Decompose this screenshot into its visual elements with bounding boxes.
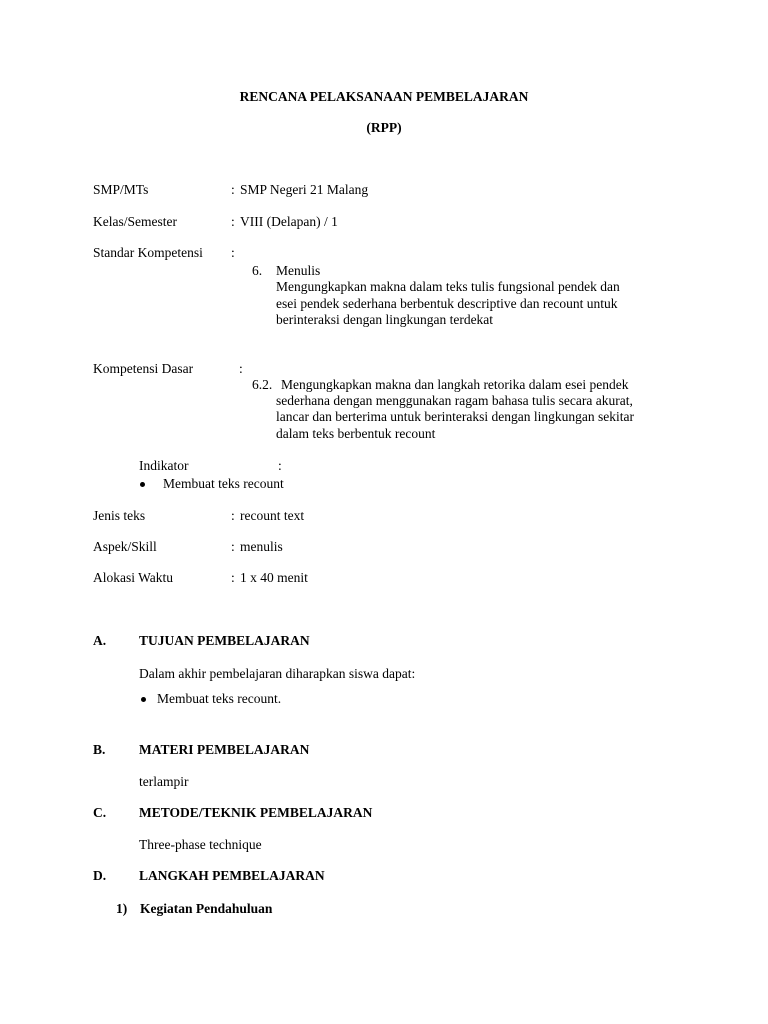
document-subtitle: (RPP)	[366, 120, 402, 135]
section-a-bullet: Membuat teks recount.	[157, 691, 282, 706]
kompetensi-first-line: Mengungkapkan makna dan langkah retorika dalam esei pendek	[281, 377, 629, 392]
section-a-text: Dalam akhir pembelajaran diharapkan siswa dapat:	[139, 666, 416, 681]
school-value: SMP Negeri 21 Malang	[240, 182, 369, 197]
kompetensi-separator: :	[239, 361, 243, 376]
standar-line: Mengungkapkan makna dalam teks tulis fungsional pendek dan	[276, 279, 620, 294]
jenis-teks-label: Jenis teks	[93, 508, 146, 523]
section-d-title: LANGKAH PEMBELAJARAN	[139, 868, 325, 883]
kompetensi-number: 6.2.	[252, 377, 273, 392]
section-a-title: TUJUAN PEMBELAJARAN	[139, 633, 310, 648]
bullet-icon	[141, 697, 146, 702]
indikator-item: Membuat teks recount	[163, 476, 284, 491]
standar-head: Menulis	[276, 263, 321, 278]
bullet-icon	[140, 482, 145, 487]
section-d-letter: D.	[93, 868, 107, 883]
aspek-value: menulis	[240, 539, 283, 554]
section-c-title: METODE/TEKNIK PEMBELAJARAN	[139, 805, 373, 820]
section-c-text: Three-phase technique	[139, 837, 262, 852]
subsection-title: Kegiatan Pendahuluan	[140, 901, 273, 916]
standar-separator: :	[231, 245, 235, 260]
alokasi-label: Alokasi Waktu	[93, 570, 174, 585]
section-c-letter: C.	[93, 805, 107, 820]
subsection-number: 1)	[116, 901, 128, 916]
kompetensi-line: lancar dan berterima untuk berinteraksi dengan lingkungan sekitar	[276, 409, 634, 424]
class-label: Kelas/Semester	[93, 214, 177, 229]
document-title: RENCANA PELAKSANAAN PEMBELAJARAN	[239, 89, 529, 104]
class-value: VIII (Delapan) / 1	[240, 214, 338, 229]
section-a-letter: A.	[93, 633, 107, 648]
jenis-teks-value: recount text	[240, 508, 305, 523]
standar-number: 6.	[252, 263, 263, 278]
section-b-letter: B.	[93, 742, 106, 757]
alokasi-separator: :	[231, 570, 235, 585]
alokasi-value: 1 x 40 menit	[240, 570, 308, 585]
section-b-title: MATERI PEMBELAJARAN	[139, 742, 310, 757]
kompetensi-line: sederhana dengan menggunakan ragam bahasa tulis secara akurat,	[276, 393, 633, 408]
kompetensi-label: Kompetensi Dasar	[93, 361, 194, 376]
aspek-separator: :	[231, 539, 235, 554]
standar-label: Standar Kompetensi	[93, 245, 203, 260]
jenis-teks-separator: :	[231, 508, 235, 523]
standar-line: esei pendek sederhana berbentuk descriptive dan recount untuk	[276, 296, 618, 311]
school-label: SMP/MTs	[93, 182, 149, 197]
standar-line: berinteraksi dengan lingkungan terdekat	[276, 312, 494, 327]
section-b-text: terlampir	[139, 774, 189, 789]
indikator-label: Indikator	[139, 458, 189, 473]
school-separator: :	[231, 182, 235, 197]
class-separator: :	[231, 214, 235, 229]
aspek-label: Aspek/Skill	[93, 539, 157, 554]
kompetensi-line: dalam teks berbentuk recount	[276, 426, 436, 441]
indikator-separator: :	[278, 458, 282, 473]
